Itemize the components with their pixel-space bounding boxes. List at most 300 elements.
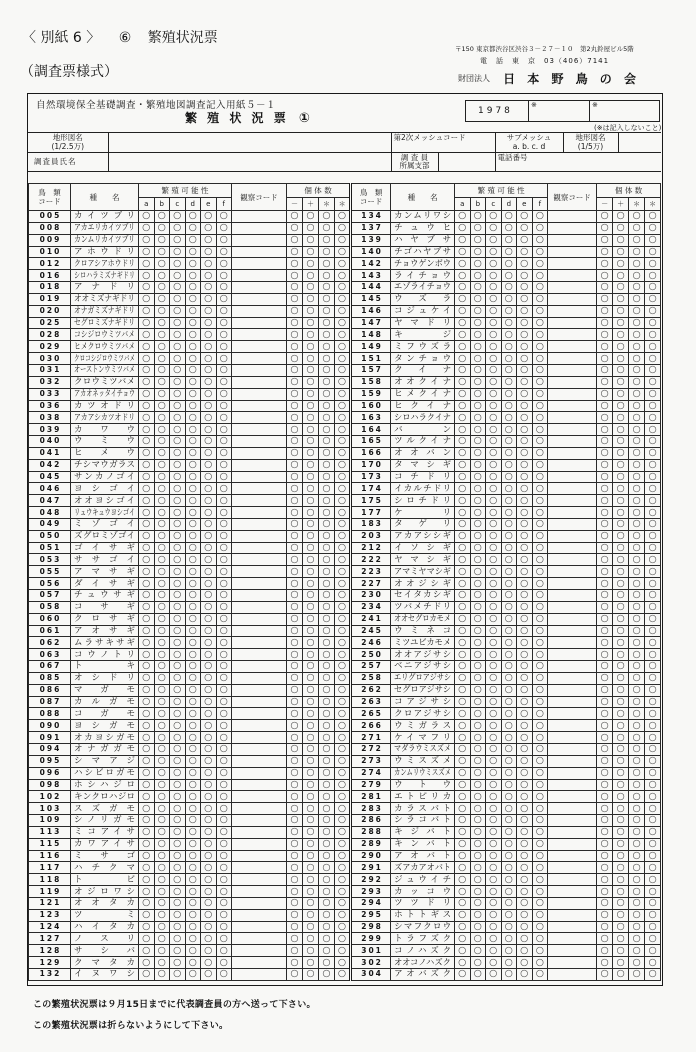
observation-code-field[interactable] [548, 234, 597, 246]
count-2-mark[interactable]: ○ [613, 246, 629, 258]
breeding-a-mark[interactable]: ○ [139, 222, 155, 234]
breeding-d-mark[interactable]: ○ [185, 874, 201, 886]
breeding-d-mark[interactable]: ○ [501, 353, 517, 365]
breeding-b-mark[interactable]: ○ [470, 518, 486, 530]
breeding-b-mark[interactable]: ○ [470, 886, 486, 898]
breeding-a-mark[interactable]: ○ [139, 341, 155, 353]
count-2-mark[interactable]: ○ [303, 495, 319, 507]
breeding-e-mark[interactable]: ○ [201, 412, 217, 424]
breeding-b-mark[interactable]: ○ [154, 495, 170, 507]
breeding-e-mark[interactable]: ○ [201, 791, 217, 803]
breeding-c-mark[interactable]: ○ [486, 483, 502, 495]
breeding-e-mark[interactable]: ○ [201, 755, 217, 767]
breeding-b-mark[interactable]: ○ [154, 755, 170, 767]
breeding-d-mark[interactable]: ○ [501, 957, 517, 969]
count-2-mark[interactable]: ○ [613, 708, 629, 720]
count-3-mark[interactable]: ○ [319, 637, 335, 649]
count-4-mark[interactable]: ○ [645, 566, 661, 578]
breeding-e-mark[interactable]: ○ [201, 507, 217, 519]
count-4-mark[interactable]: ○ [335, 969, 351, 981]
observation-code-field[interactable] [232, 424, 287, 436]
breeding-c-mark[interactable]: ○ [170, 542, 186, 554]
count-4-mark[interactable]: ○ [335, 459, 351, 471]
count-3-mark[interactable]: ○ [629, 459, 645, 471]
breeding-f-mark[interactable]: ○ [216, 969, 232, 981]
breeding-a-mark[interactable]: ○ [139, 293, 155, 305]
breeding-f-mark[interactable]: ○ [216, 542, 232, 554]
breeding-e-mark[interactable]: ○ [517, 732, 533, 744]
breeding-c-mark[interactable]: ○ [170, 459, 186, 471]
count-3-mark[interactable]: ○ [629, 897, 645, 909]
breeding-e-mark[interactable]: ○ [201, 530, 217, 542]
count-1-mark[interactable]: ○ [597, 909, 613, 921]
count-2-mark[interactable]: ○ [613, 613, 629, 625]
breeding-d-mark[interactable]: ○ [501, 791, 517, 803]
breeding-b-mark[interactable]: ○ [154, 684, 170, 696]
breeding-b-mark[interactable]: ○ [470, 211, 486, 223]
breeding-f-mark[interactable]: ○ [532, 909, 548, 921]
observation-code-field[interactable] [548, 471, 597, 483]
count-4-mark[interactable]: ○ [645, 874, 661, 886]
count-3-mark[interactable]: ○ [319, 222, 335, 234]
breeding-f-mark[interactable]: ○ [532, 293, 548, 305]
observation-code-field[interactable] [548, 364, 597, 376]
observation-code-field[interactable] [548, 246, 597, 258]
count-2-mark[interactable]: ○ [303, 222, 319, 234]
breeding-a-mark[interactable]: ○ [139, 495, 155, 507]
breeding-c-mark[interactable]: ○ [486, 815, 502, 827]
breeding-e-mark[interactable]: ○ [201, 436, 217, 448]
breeding-e-mark[interactable]: ○ [201, 424, 217, 436]
breeding-d-mark[interactable]: ○ [185, 364, 201, 376]
count-4-mark[interactable]: ○ [645, 732, 661, 744]
breeding-b-mark[interactable]: ○ [154, 886, 170, 898]
count-4-mark[interactable]: ○ [645, 364, 661, 376]
count-2-mark[interactable]: ○ [303, 826, 319, 838]
breeding-c-mark[interactable]: ○ [486, 933, 502, 945]
breeding-f-mark[interactable]: ○ [532, 743, 548, 755]
count-3-mark[interactable]: ○ [319, 874, 335, 886]
breeding-d-mark[interactable]: ○ [501, 341, 517, 353]
count-3-mark[interactable]: ○ [319, 471, 335, 483]
breeding-c-mark[interactable]: ○ [486, 388, 502, 400]
breeding-f-mark[interactable]: ○ [532, 708, 548, 720]
breeding-b-mark[interactable]: ○ [470, 234, 486, 246]
breeding-d-mark[interactable]: ○ [501, 613, 517, 625]
breeding-c-mark[interactable]: ○ [486, 530, 502, 542]
breeding-e-mark[interactable]: ○ [517, 400, 533, 412]
observation-code-field[interactable] [232, 791, 287, 803]
count-4-mark[interactable]: ○ [645, 637, 661, 649]
breeding-c-mark[interactable]: ○ [486, 424, 502, 436]
observation-code-field[interactable] [232, 696, 287, 708]
count-1-mark[interactable]: ○ [597, 625, 613, 637]
breeding-c-mark[interactable]: ○ [170, 293, 186, 305]
count-3-mark[interactable]: ○ [319, 838, 335, 850]
count-1-mark[interactable]: ○ [287, 554, 303, 566]
breeding-c-mark[interactable]: ○ [170, 708, 186, 720]
breeding-a-mark[interactable]: ○ [455, 578, 471, 590]
count-4-mark[interactable]: ○ [645, 234, 661, 246]
breeding-e-mark[interactable]: ○ [517, 613, 533, 625]
breeding-b-mark[interactable]: ○ [470, 613, 486, 625]
breeding-a-mark[interactable]: ○ [455, 211, 471, 223]
observation-code-field[interactable] [548, 353, 597, 365]
breeding-c-mark[interactable]: ○ [170, 720, 186, 732]
breeding-e-mark[interactable]: ○ [517, 684, 533, 696]
count-2-mark[interactable]: ○ [303, 447, 319, 459]
breeding-f-mark[interactable]: ○ [216, 601, 232, 613]
breeding-c-mark[interactable]: ○ [486, 684, 502, 696]
count-3-mark[interactable]: ○ [629, 495, 645, 507]
count-1-mark[interactable]: ○ [597, 767, 613, 779]
observation-code-field[interactable] [232, 909, 287, 921]
observation-code-field[interactable] [232, 803, 287, 815]
count-1-mark[interactable]: ○ [597, 803, 613, 815]
count-2-mark[interactable]: ○ [613, 826, 629, 838]
count-1-mark[interactable]: ○ [287, 850, 303, 862]
count-4-mark[interactable]: ○ [645, 305, 661, 317]
breeding-f-mark[interactable]: ○ [532, 471, 548, 483]
breeding-b-mark[interactable]: ○ [470, 530, 486, 542]
breeding-e-mark[interactable]: ○ [517, 909, 533, 921]
breeding-f-mark[interactable]: ○ [216, 945, 232, 957]
breeding-c-mark[interactable]: ○ [170, 222, 186, 234]
count-1-mark[interactable]: ○ [597, 566, 613, 578]
breeding-c-mark[interactable]: ○ [486, 578, 502, 590]
count-1-mark[interactable]: ○ [287, 388, 303, 400]
breeding-b-mark[interactable]: ○ [470, 341, 486, 353]
observation-code-field[interactable] [548, 305, 597, 317]
breeding-d-mark[interactable]: ○ [185, 637, 201, 649]
breeding-b-mark[interactable]: ○ [154, 211, 170, 223]
count-2-mark[interactable]: ○ [613, 957, 629, 969]
breeding-f-mark[interactable]: ○ [532, 696, 548, 708]
count-2-mark[interactable]: ○ [303, 424, 319, 436]
breeding-e-mark[interactable]: ○ [517, 815, 533, 827]
map-25k-field[interactable] [108, 133, 391, 153]
breeding-b-mark[interactable]: ○ [154, 518, 170, 530]
count-3-mark[interactable]: ○ [319, 234, 335, 246]
observation-code-field[interactable] [232, 566, 287, 578]
count-1-mark[interactable]: ○ [287, 720, 303, 732]
breeding-b-mark[interactable]: ○ [470, 424, 486, 436]
count-4-mark[interactable]: ○ [335, 424, 351, 436]
breeding-c-mark[interactable]: ○ [486, 708, 502, 720]
breeding-c-mark[interactable]: ○ [170, 518, 186, 530]
breeding-b-mark[interactable]: ○ [154, 613, 170, 625]
observation-code-field[interactable] [232, 258, 287, 270]
count-1-mark[interactable]: ○ [597, 554, 613, 566]
breeding-c-mark[interactable]: ○ [486, 353, 502, 365]
count-2-mark[interactable]: ○ [303, 554, 319, 566]
breeding-d-mark[interactable]: ○ [501, 755, 517, 767]
count-1-mark[interactable]: ○ [287, 305, 303, 317]
breeding-d-mark[interactable]: ○ [185, 270, 201, 282]
observation-code-field[interactable] [548, 424, 597, 436]
breeding-d-mark[interactable]: ○ [501, 933, 517, 945]
breeding-b-mark[interactable]: ○ [470, 732, 486, 744]
observation-code-field[interactable] [232, 400, 287, 412]
breeding-b-mark[interactable]: ○ [154, 649, 170, 661]
count-2-mark[interactable]: ○ [613, 803, 629, 815]
count-1-mark[interactable]: ○ [287, 518, 303, 530]
breeding-c-mark[interactable]: ○ [170, 862, 186, 874]
count-1-mark[interactable]: ○ [597, 826, 613, 838]
count-2-mark[interactable]: ○ [303, 376, 319, 388]
breeding-a-mark[interactable]: ○ [455, 672, 471, 684]
breeding-a-mark[interactable]: ○ [455, 341, 471, 353]
count-4-mark[interactable]: ○ [335, 353, 351, 365]
observation-code-field[interactable] [548, 222, 597, 234]
breeding-a-mark[interactable]: ○ [139, 732, 155, 744]
breeding-f-mark[interactable]: ○ [216, 850, 232, 862]
breeding-f-mark[interactable]: ○ [532, 874, 548, 886]
count-4-mark[interactable]: ○ [645, 495, 661, 507]
breeding-e-mark[interactable]: ○ [517, 459, 533, 471]
observation-code-field[interactable] [232, 364, 287, 376]
breeding-d-mark[interactable]: ○ [185, 708, 201, 720]
breeding-a-mark[interactable]: ○ [139, 850, 155, 862]
breeding-a-mark[interactable]: ○ [455, 258, 471, 270]
count-2-mark[interactable]: ○ [613, 779, 629, 791]
observation-code-field[interactable] [548, 886, 597, 898]
observation-code-field[interactable] [548, 388, 597, 400]
breeding-b-mark[interactable]: ○ [470, 507, 486, 519]
breeding-f-mark[interactable]: ○ [216, 507, 232, 519]
observation-code-field[interactable] [548, 708, 597, 720]
breeding-b-mark[interactable]: ○ [154, 566, 170, 578]
breeding-a-mark[interactable]: ○ [455, 495, 471, 507]
breeding-a-mark[interactable]: ○ [139, 530, 155, 542]
count-3-mark[interactable]: ○ [319, 329, 335, 341]
count-3-mark[interactable]: ○ [319, 613, 335, 625]
breeding-a-mark[interactable]: ○ [455, 625, 471, 637]
count-4-mark[interactable]: ○ [645, 483, 661, 495]
breeding-d-mark[interactable]: ○ [501, 211, 517, 223]
breeding-b-mark[interactable]: ○ [470, 969, 486, 981]
breeding-b-mark[interactable]: ○ [154, 471, 170, 483]
breeding-e-mark[interactable]: ○ [201, 969, 217, 981]
breeding-b-mark[interactable]: ○ [470, 625, 486, 637]
count-4-mark[interactable]: ○ [335, 329, 351, 341]
breeding-b-mark[interactable]: ○ [154, 364, 170, 376]
breeding-f-mark[interactable]: ○ [532, 507, 548, 519]
count-4-mark[interactable]: ○ [645, 590, 661, 602]
count-2-mark[interactable]: ○ [303, 969, 319, 981]
breeding-d-mark[interactable]: ○ [501, 625, 517, 637]
observation-code-field[interactable] [548, 720, 597, 732]
breeding-b-mark[interactable]: ○ [470, 803, 486, 815]
breeding-e-mark[interactable]: ○ [201, 305, 217, 317]
count-3-mark[interactable]: ○ [319, 554, 335, 566]
breeding-d-mark[interactable]: ○ [501, 601, 517, 613]
breeding-b-mark[interactable]: ○ [470, 483, 486, 495]
breeding-a-mark[interactable]: ○ [455, 376, 471, 388]
breeding-d-mark[interactable]: ○ [501, 388, 517, 400]
breeding-b-mark[interactable]: ○ [470, 447, 486, 459]
breeding-c-mark[interactable]: ○ [486, 400, 502, 412]
breeding-a-mark[interactable]: ○ [455, 767, 471, 779]
observation-code-field[interactable] [232, 590, 287, 602]
breeding-d-mark[interactable]: ○ [185, 649, 201, 661]
observation-code-field[interactable] [232, 826, 287, 838]
breeding-c-mark[interactable]: ○ [486, 625, 502, 637]
map-50k-field[interactable] [618, 133, 661, 153]
count-2-mark[interactable]: ○ [613, 637, 629, 649]
breeding-a-mark[interactable]: ○ [139, 554, 155, 566]
count-3-mark[interactable]: ○ [629, 246, 645, 258]
breeding-c-mark[interactable]: ○ [170, 767, 186, 779]
count-2-mark[interactable]: ○ [303, 732, 319, 744]
observation-code-field[interactable] [548, 507, 597, 519]
count-1-mark[interactable]: ○ [287, 376, 303, 388]
breeding-a-mark[interactable]: ○ [139, 317, 155, 329]
breeding-e-mark[interactable]: ○ [201, 317, 217, 329]
breeding-f-mark[interactable]: ○ [216, 293, 232, 305]
breeding-a-mark[interactable]: ○ [455, 424, 471, 436]
breeding-f-mark[interactable]: ○ [532, 234, 548, 246]
count-4-mark[interactable]: ○ [335, 495, 351, 507]
breeding-d-mark[interactable]: ○ [501, 590, 517, 602]
count-4-mark[interactable]: ○ [335, 518, 351, 530]
breeding-d-mark[interactable]: ○ [185, 684, 201, 696]
count-1-mark[interactable]: ○ [597, 459, 613, 471]
breeding-b-mark[interactable]: ○ [154, 270, 170, 282]
breeding-c-mark[interactable]: ○ [170, 933, 186, 945]
count-4-mark[interactable]: ○ [335, 791, 351, 803]
breeding-a-mark[interactable]: ○ [455, 720, 471, 732]
breeding-e-mark[interactable]: ○ [201, 459, 217, 471]
breeding-c-mark[interactable]: ○ [170, 850, 186, 862]
observation-code-field[interactable] [232, 637, 287, 649]
count-1-mark[interactable]: ○ [287, 637, 303, 649]
count-1-mark[interactable]: ○ [287, 779, 303, 791]
count-4-mark[interactable]: ○ [645, 222, 661, 234]
breeding-a-mark[interactable]: ○ [139, 720, 155, 732]
breeding-f-mark[interactable]: ○ [532, 341, 548, 353]
breeding-d-mark[interactable]: ○ [185, 507, 201, 519]
observation-code-field[interactable] [548, 341, 597, 353]
breeding-d-mark[interactable]: ○ [501, 530, 517, 542]
breeding-c-mark[interactable]: ○ [170, 270, 186, 282]
count-1-mark[interactable]: ○ [287, 447, 303, 459]
breeding-b-mark[interactable]: ○ [154, 329, 170, 341]
breeding-e-mark[interactable]: ○ [201, 897, 217, 909]
breeding-a-mark[interactable]: ○ [455, 518, 471, 530]
count-1-mark[interactable]: ○ [287, 933, 303, 945]
breeding-f-mark[interactable]: ○ [532, 270, 548, 282]
breeding-c-mark[interactable]: ○ [170, 495, 186, 507]
breeding-d-mark[interactable]: ○ [185, 696, 201, 708]
breeding-a-mark[interactable]: ○ [455, 886, 471, 898]
breeding-c-mark[interactable]: ○ [170, 945, 186, 957]
breeding-d-mark[interactable]: ○ [185, 222, 201, 234]
count-4-mark[interactable]: ○ [645, 317, 661, 329]
breeding-e-mark[interactable]: ○ [517, 364, 533, 376]
breeding-c-mark[interactable]: ○ [170, 649, 186, 661]
breeding-d-mark[interactable]: ○ [185, 945, 201, 957]
count-4-mark[interactable]: ○ [335, 305, 351, 317]
observation-code-field[interactable] [548, 969, 597, 981]
count-3-mark[interactable]: ○ [319, 862, 335, 874]
breeding-d-mark[interactable]: ○ [501, 424, 517, 436]
breeding-e-mark[interactable]: ○ [201, 684, 217, 696]
count-2-mark[interactable]: ○ [303, 637, 319, 649]
count-3-mark[interactable]: ○ [629, 341, 645, 353]
breeding-a-mark[interactable]: ○ [139, 767, 155, 779]
breeding-b-mark[interactable]: ○ [154, 637, 170, 649]
breeding-b-mark[interactable]: ○ [470, 353, 486, 365]
count-4-mark[interactable]: ○ [335, 270, 351, 282]
breeding-a-mark[interactable]: ○ [455, 293, 471, 305]
breeding-d-mark[interactable]: ○ [501, 566, 517, 578]
breeding-d-mark[interactable]: ○ [501, 897, 517, 909]
breeding-d-mark[interactable]: ○ [501, 364, 517, 376]
count-1-mark[interactable]: ○ [287, 755, 303, 767]
breeding-a-mark[interactable]: ○ [455, 969, 471, 981]
count-2-mark[interactable]: ○ [303, 234, 319, 246]
breeding-b-mark[interactable]: ○ [154, 447, 170, 459]
breeding-d-mark[interactable]: ○ [501, 459, 517, 471]
observation-code-field[interactable] [548, 613, 597, 625]
count-3-mark[interactable]: ○ [629, 388, 645, 400]
count-1-mark[interactable]: ○ [287, 590, 303, 602]
count-3-mark[interactable]: ○ [319, 530, 335, 542]
breeding-e-mark[interactable]: ○ [517, 483, 533, 495]
breeding-b-mark[interactable]: ○ [154, 933, 170, 945]
breeding-e-mark[interactable]: ○ [517, 376, 533, 388]
count-3-mark[interactable]: ○ [319, 779, 335, 791]
breeding-d-mark[interactable]: ○ [501, 850, 517, 862]
breeding-f-mark[interactable]: ○ [216, 258, 232, 270]
breeding-a-mark[interactable]: ○ [139, 566, 155, 578]
breeding-d-mark[interactable]: ○ [185, 969, 201, 981]
breeding-a-mark[interactable]: ○ [139, 400, 155, 412]
breeding-c-mark[interactable]: ○ [486, 874, 502, 886]
count-3-mark[interactable]: ○ [629, 436, 645, 448]
count-3-mark[interactable]: ○ [319, 755, 335, 767]
count-1-mark[interactable]: ○ [287, 282, 303, 294]
phone-field[interactable] [495, 152, 661, 172]
breeding-f-mark[interactable]: ○ [532, 436, 548, 448]
count-2-mark[interactable]: ○ [303, 329, 319, 341]
breeding-a-mark[interactable]: ○ [455, 530, 471, 542]
breeding-d-mark[interactable]: ○ [185, 933, 201, 945]
breeding-f-mark[interactable]: ○ [532, 459, 548, 471]
breeding-c-mark[interactable]: ○ [486, 696, 502, 708]
count-3-mark[interactable]: ○ [629, 921, 645, 933]
breeding-e-mark[interactable]: ○ [517, 317, 533, 329]
breeding-a-mark[interactable]: ○ [455, 850, 471, 862]
count-4-mark[interactable]: ○ [335, 447, 351, 459]
breeding-e-mark[interactable]: ○ [517, 862, 533, 874]
count-3-mark[interactable]: ○ [319, 826, 335, 838]
breeding-e-mark[interactable]: ○ [517, 791, 533, 803]
observation-code-field[interactable] [548, 732, 597, 744]
breeding-f-mark[interactable]: ○ [532, 625, 548, 637]
breeding-c-mark[interactable]: ○ [170, 803, 186, 815]
count-4-mark[interactable]: ○ [645, 897, 661, 909]
count-4-mark[interactable]: ○ [645, 578, 661, 590]
count-1-mark[interactable]: ○ [597, 258, 613, 270]
count-4-mark[interactable]: ○ [645, 376, 661, 388]
breeding-c-mark[interactable]: ○ [170, 886, 186, 898]
breeding-c-mark[interactable]: ○ [170, 578, 186, 590]
breeding-f-mark[interactable]: ○ [532, 258, 548, 270]
breeding-b-mark[interactable]: ○ [470, 874, 486, 886]
breeding-b-mark[interactable]: ○ [154, 850, 170, 862]
